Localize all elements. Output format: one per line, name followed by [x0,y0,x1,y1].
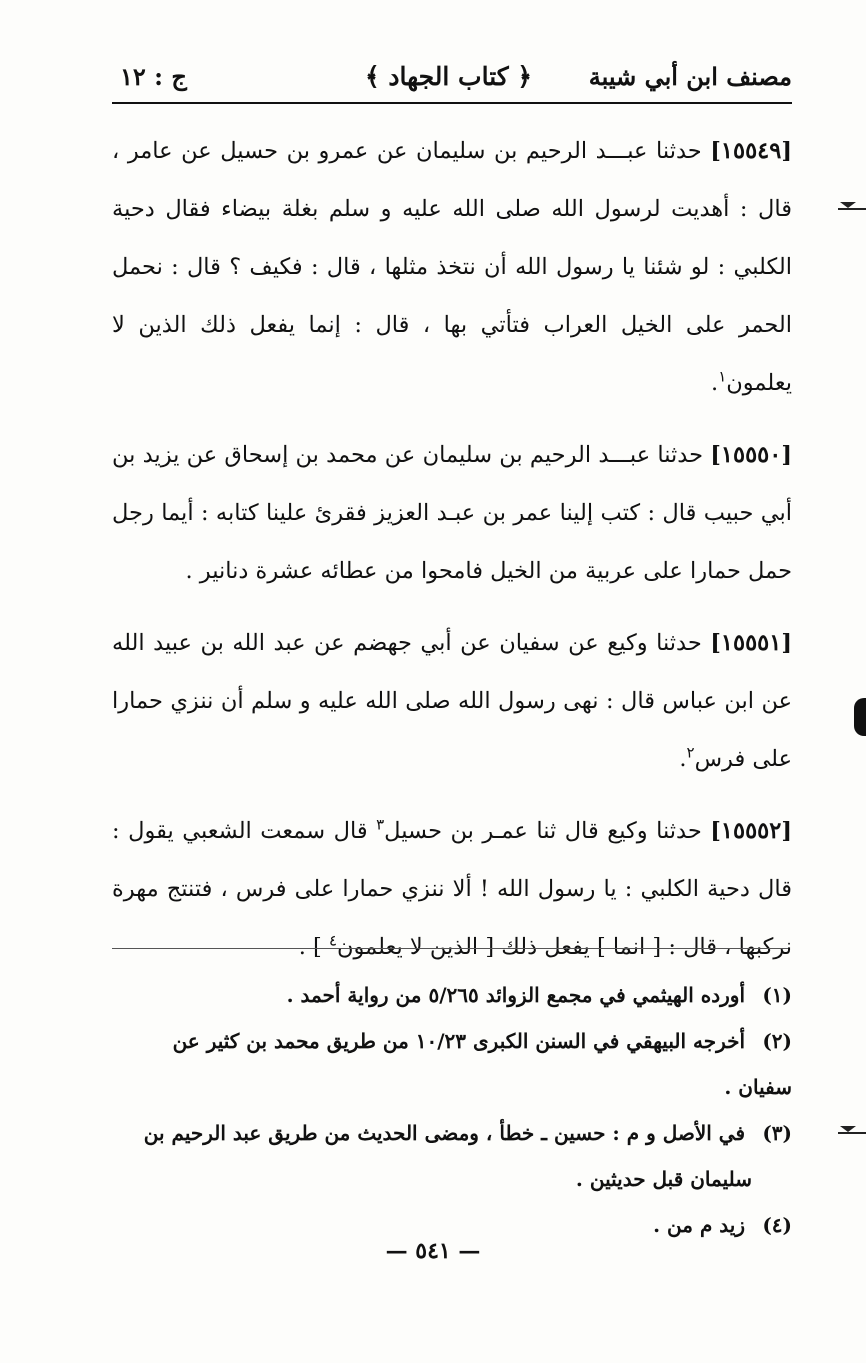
hadith-tail: ] . [298,934,329,960]
footnote [112,1018,792,1110]
hadith-entry [112,614,792,788]
footnote-text: أورده الهيثمي في مجمع الزوائد ٥/٢٦٥ من رواية أحمد . [286,983,746,1007]
footnote-number: (٤) [762,1213,792,1237]
hadith-number: [١٥٥٥٢] [710,818,792,844]
hadith-text: حدثنا وكيع عن سفيان عن أبي جهضم عن عبد الله بن عبيد الله عن ابن عباس قال : نهى رسول الله صلى الله عليه و سلم أن ننزي حمارا على فرس [112,630,792,772]
footnote-text: أخرجه البيهقي في السنن الكبرى ١٠/٢٣ من طريق محمد بن كثير عن سفيان . [172,1029,792,1099]
hadith-text: حدثنا عبـــد الرحيم بن سليمان عن عمرو بن حسيل عن عامر ، قال : أهديت لرسول الله صلى الله عليه و سلم بغلة بيضاء فقال دحية الكلبي : لو شئنا يا رسول الله أن نتخذ مثلها ، قال : فكيف ؟ قال : نحمل الحمر على الخيل العراب فتأتي بها ، قال : إنما يفعل ذلك الذين لا يعلمون [112,138,793,396]
edge-ink-blot [854,698,866,736]
hadith-entry [112,122,792,412]
page-header [112,52,792,104]
hadith-text: حدثنا عبـــد الرحيم بن سليمان عن محمد بن إسحاق عن يزيد بن أبي حبيب قال : كتب إلينا عمر بن عبـد العزيز فقرئ علينا كتابه : أيما رجل حمل حمارا على عربية من الخيل فامحوا من عطائه عشرة دنانير . [112,442,792,584]
hadith-text: حدثنا وكيع قال ثنا عمـر بن حسيل [384,818,702,844]
footnote [112,972,792,1018]
footnote-ref: ١ [718,367,727,386]
footnote [112,1110,792,1156]
hadith-entry [112,426,792,600]
hadith-number: [١٥٥٥١] [710,630,793,656]
footnote-number: (٣) [762,1121,792,1145]
hadith-tail: . [679,746,687,772]
footnote-ref: ٢ [686,743,695,762]
chapter-title: ﴿ كتاب الجهاد ﴾ [365,62,532,91]
footnote-text: زيد م من . [653,1213,746,1237]
footnote-number: (١) [762,983,792,1007]
footnote-ref: ٣ [376,815,385,834]
margin-mark [838,208,866,210]
footnote-number: (٢) [762,1029,792,1053]
book-title: مصنف ابن أبي شيبة [588,62,792,91]
hadith-tail: . [711,370,719,396]
hadith-tail: قال سمعت الشعبي يقول : قال دحية الكلبي : يا رسول الله ! ألا ننزي حمارا على فرس ، فتنتج مهرة نركبها ، قال : [ انما ] يفعل ذلك [ الذين لا يعلمون [112,818,792,960]
footnote-continuation: سليمان قبل حديثين . [575,1167,752,1191]
margin-mark [838,1132,866,1134]
main-text [112,122,792,990]
hadith-entry [112,802,792,976]
page-number: — ٥٤١ — [385,1238,481,1264]
hadith-number: [١٥٥٥٠] [710,442,792,468]
volume-number: ج : ١٢ [120,62,187,91]
hadith-number: [١٥٥٤٩] [710,138,792,164]
footnote-text: في الأصل و م : حسين ـ خطأ ، ومضى الحديث من طريق عبد الرحيم بن [143,1121,746,1145]
footnotes [112,972,792,1248]
footnote-ref: ٤ [328,931,338,950]
footnote-divider [112,948,788,949]
